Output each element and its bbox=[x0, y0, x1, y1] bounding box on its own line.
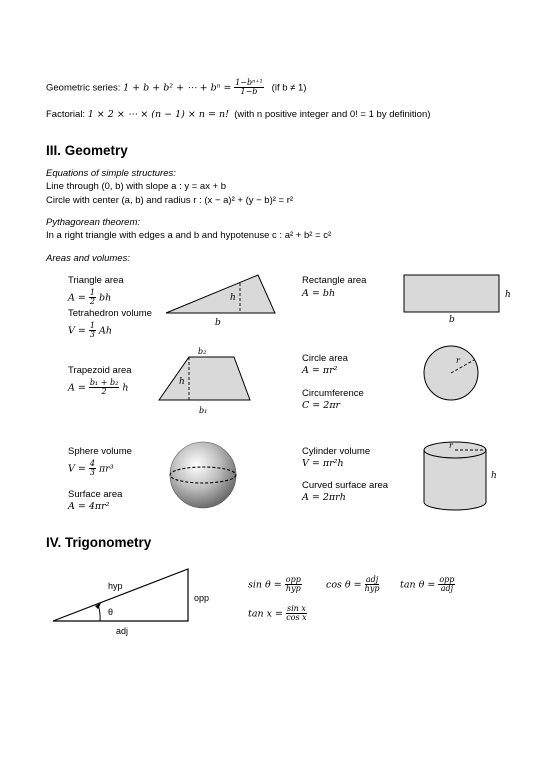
trap-rhs: h bbox=[122, 382, 129, 394]
circle-equation: Circle with center (a, b) and radius r : (x − a)² + (y − b)² = r² bbox=[46, 195, 294, 206]
tan-num: opp bbox=[439, 575, 455, 584]
trap-lhs: A = bbox=[68, 382, 86, 394]
simple-structures-title: Equations of simple structures: bbox=[46, 168, 176, 179]
surface-area-label: Surface area bbox=[68, 489, 123, 500]
geometric-den: 1−b bbox=[240, 87, 258, 97]
cos-lhs: cos θ = bbox=[326, 579, 362, 591]
factorial-label: Factorial: bbox=[46, 109, 88, 120]
trapezoid-shape bbox=[159, 357, 250, 400]
tanx-den: cos x bbox=[286, 613, 307, 623]
rectangle-h-label: h bbox=[505, 290, 511, 300]
factorial-formula: 1 × 2 × ⋯ × (n − 1) × n = n! bbox=[87, 109, 229, 120]
trapezoid-area-label: Trapezoid area bbox=[68, 365, 132, 376]
sphere-rhs: πr³ bbox=[99, 463, 114, 475]
tetra-lhs: V = bbox=[68, 325, 86, 337]
triangle-rhs: bh bbox=[99, 292, 112, 304]
cylinder-volume-formula: V = πr²h bbox=[302, 458, 344, 469]
tanx-lhs: tan x = bbox=[248, 608, 283, 620]
geometric-num: 1−bⁿ⁺¹ bbox=[235, 78, 263, 87]
sin-lhs: sin θ = bbox=[248, 579, 282, 591]
rectangle-b-label: b bbox=[449, 315, 455, 325]
theta-label: θ bbox=[108, 607, 114, 617]
geometric-series-label: Geometric series: bbox=[46, 82, 124, 94]
sphere-num: 4 bbox=[89, 459, 95, 468]
tetra-rhs: Ah bbox=[99, 325, 112, 337]
pythagorean-text: In a right triangle with edges a and b and hypotenuse c : a² + b² = c² bbox=[46, 230, 332, 241]
geometric-condition: (if b ≠ 1) bbox=[271, 82, 307, 94]
tetra-den: 3 bbox=[89, 330, 95, 340]
rectangle-area-formula: A = bh bbox=[302, 288, 336, 299]
adj-label: adj bbox=[116, 626, 129, 636]
triangle-lhs: A = bbox=[68, 292, 86, 304]
curved-surface-formula: A = 2πrh bbox=[302, 492, 346, 503]
opp-label: opp bbox=[194, 593, 210, 603]
tan-lhs: tan θ = bbox=[400, 579, 436, 591]
tetrahedron-label: Tetrahedron volume bbox=[68, 308, 152, 319]
cos-den: hyp bbox=[364, 584, 380, 594]
surface-area-formula: A = 4πr² bbox=[68, 501, 110, 512]
trap-den: 2 bbox=[101, 387, 107, 397]
rectangle-shape bbox=[404, 275, 499, 312]
sin-den: hyp bbox=[285, 584, 301, 594]
hyp-label: hyp bbox=[108, 581, 123, 591]
tan-den: adj bbox=[440, 584, 454, 594]
pythagorean-title: Pythagorean theorem: bbox=[46, 217, 141, 228]
cylinder-volume-label: Cylinder volume bbox=[302, 446, 371, 457]
trigonometry-heading: IV. Trigonometry bbox=[46, 535, 152, 550]
line-equation: Line through (0, b) with slope a : y = ax + b bbox=[46, 181, 227, 192]
trapezoid-b2-label: b₂ bbox=[198, 347, 207, 356]
areas-volumes-title: Areas and volumes: bbox=[46, 253, 130, 264]
geometry-heading: III. Geometry bbox=[46, 143, 128, 158]
tanx-num: sin x bbox=[287, 604, 306, 613]
cylinder-h-label: h bbox=[491, 471, 497, 481]
rectangle-area-label: Rectangle area bbox=[302, 275, 367, 286]
sphere-volume-label: Sphere volume bbox=[68, 446, 132, 457]
tetra-num: 1 bbox=[89, 321, 95, 330]
curved-surface-label: Curved surface area bbox=[302, 480, 389, 491]
triangle-area-label: Triangle area bbox=[68, 275, 124, 286]
triangle-shape bbox=[166, 275, 275, 313]
circle-area-label: Circle area bbox=[302, 353, 348, 364]
sin-num: opp bbox=[285, 575, 301, 584]
circumference-formula: C = 2πr bbox=[302, 400, 341, 411]
trapezoid-b1-label: b₁ bbox=[199, 406, 208, 415]
sphere-den: 3 bbox=[89, 468, 95, 478]
sphere-shape bbox=[170, 442, 236, 508]
triangle-den: 2 bbox=[89, 297, 95, 307]
triangle-b-label: b bbox=[215, 318, 221, 328]
circle-area-formula: A = πr² bbox=[302, 365, 338, 376]
circle-r-label: r bbox=[456, 356, 460, 365]
triangle-num: 1 bbox=[89, 288, 95, 297]
trig-triangle-shape bbox=[53, 569, 188, 621]
cylinder-r-label: r bbox=[449, 441, 453, 450]
trapezoid-h-label: h bbox=[179, 377, 185, 387]
cylinder-body bbox=[424, 450, 486, 510]
factorial-note: (with n positive integer and 0! = 1 by definition) bbox=[234, 109, 431, 120]
triangle-h-label: h bbox=[230, 293, 236, 303]
trap-num: b₁ + b₂ bbox=[89, 378, 119, 387]
circumference-label: Circumference bbox=[302, 388, 364, 399]
geometric-series-formula: 1 + b + b² + ⋯ + bⁿ = bbox=[123, 82, 232, 94]
cos-num: adj bbox=[365, 575, 379, 584]
sphere-lhs: V = bbox=[68, 463, 86, 475]
